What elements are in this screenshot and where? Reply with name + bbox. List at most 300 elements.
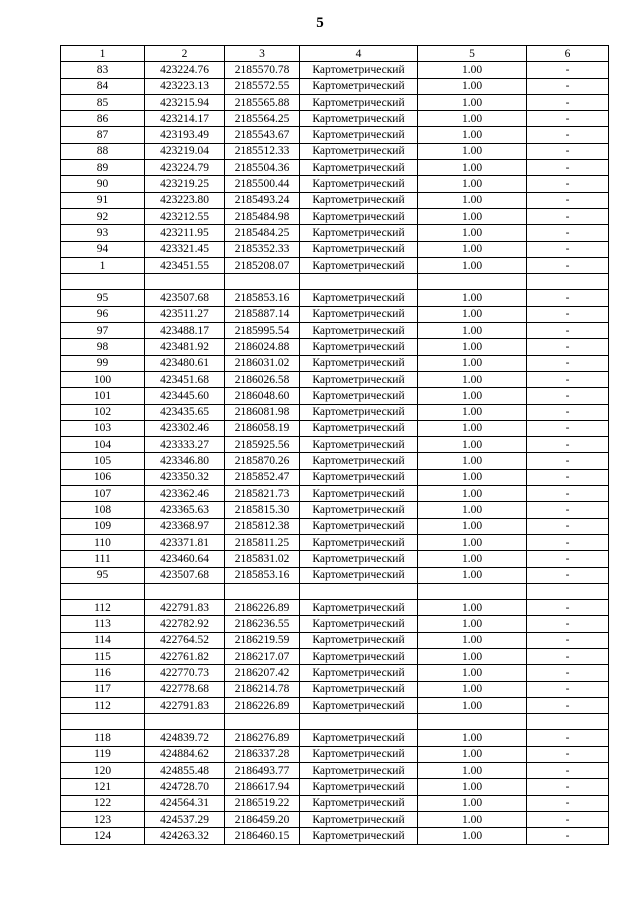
table-cell: Картометрический [300, 502, 418, 518]
table-cell: - [527, 811, 609, 827]
table-cell: 2185493.24 [225, 192, 300, 208]
table-cell: Картометрический [300, 208, 418, 224]
table-cell: Картометрический [300, 681, 418, 697]
table-cell: 117 [61, 681, 145, 697]
table-cell: Картометрический [300, 225, 418, 241]
table-cell: Картометрический [300, 453, 418, 469]
table-cell: 1.00 [418, 143, 527, 159]
table-cell: - [527, 779, 609, 795]
table-row [61, 632, 609, 648]
table-cell: Картометрический [300, 632, 418, 648]
table-cell: 1.00 [418, 225, 527, 241]
table-row [61, 78, 609, 94]
table-cell: Картометрический [300, 241, 418, 257]
table-cell: 1.00 [418, 763, 527, 779]
table-cell: 2186236.55 [225, 616, 300, 632]
table-cell: 423215.94 [145, 94, 225, 110]
table-row [61, 143, 609, 159]
table-cell: 423333.27 [145, 437, 225, 453]
table-row [61, 339, 609, 355]
table-cell: Картометрический [300, 306, 418, 322]
table-cell: 422761.82 [145, 648, 225, 664]
table-row [61, 567, 609, 583]
table-cell: Картометрический [300, 355, 418, 371]
table-cell: Картометрический [300, 339, 418, 355]
table-cell: - [527, 730, 609, 746]
table-cell: - [527, 176, 609, 192]
table-cell: 2186519.22 [225, 795, 300, 811]
table-cell: 1.00 [418, 828, 527, 844]
table-cell: Картометрический [300, 534, 418, 550]
table-cell: 423365.63 [145, 502, 225, 518]
table-cell: Картометрический [300, 518, 418, 534]
table-cell: 423507.68 [145, 290, 225, 306]
table-cell: 2186276.89 [225, 730, 300, 746]
column-header: 2 [145, 46, 225, 62]
table-cell: 2186217.07 [225, 648, 300, 664]
table-cell: Картометрический [300, 697, 418, 713]
table-cell: 1.00 [418, 437, 527, 453]
column-header: 6 [527, 46, 609, 62]
table-cell: - [527, 257, 609, 273]
table-cell: 422782.92 [145, 616, 225, 632]
table-cell: 1.00 [418, 371, 527, 387]
table-row [61, 746, 609, 762]
table-cell: Картометрический [300, 176, 418, 192]
table-row [61, 811, 609, 827]
table-cell: Картометрический [300, 404, 418, 420]
table-cell: 423362.46 [145, 486, 225, 502]
table-cell: - [527, 339, 609, 355]
table-cell: 2185815.30 [225, 502, 300, 518]
table-cell: 423224.76 [145, 62, 225, 78]
table-cell: 422791.83 [145, 600, 225, 616]
table-cell: - [527, 323, 609, 339]
table-cell: Картометрический [300, 616, 418, 632]
table-cell: 116 [61, 665, 145, 681]
table-cell: 1.00 [418, 290, 527, 306]
table-cell: - [527, 551, 609, 567]
table-cell: - [527, 632, 609, 648]
table-row [61, 453, 609, 469]
table-cell: 1.00 [418, 127, 527, 143]
table-cell: 86 [61, 111, 145, 127]
table-cell: Картометрический [300, 143, 418, 159]
column-header: 3 [225, 46, 300, 62]
table-cell: 121 [61, 779, 145, 795]
empty-cell [527, 714, 609, 730]
table-cell: - [527, 486, 609, 502]
table-row [61, 404, 609, 420]
table-cell: 423211.95 [145, 225, 225, 241]
table-row [61, 551, 609, 567]
table-cell: - [527, 388, 609, 404]
table-cell: 110 [61, 534, 145, 550]
table-cell: 2185208.07 [225, 257, 300, 273]
table-cell: 1.00 [418, 681, 527, 697]
table-cell: 112 [61, 600, 145, 616]
table-cell: 99 [61, 355, 145, 371]
table-cell: 1.00 [418, 388, 527, 404]
table-cell: 2185504.36 [225, 160, 300, 176]
table-cell: 2186214.78 [225, 681, 300, 697]
table-cell: - [527, 567, 609, 583]
table-cell: - [527, 143, 609, 159]
table-row [61, 355, 609, 371]
table-cell: - [527, 111, 609, 127]
table-cell: 118 [61, 730, 145, 746]
table-cell: 1.00 [418, 355, 527, 371]
table-row [61, 665, 609, 681]
table-cell: 1.00 [418, 78, 527, 94]
table-cell: 1.00 [418, 486, 527, 502]
table-cell: 2185853.16 [225, 567, 300, 583]
separator-row [61, 583, 609, 599]
table-cell: 1.00 [418, 111, 527, 127]
table-cell: 2185852.47 [225, 469, 300, 485]
table-cell: - [527, 600, 609, 616]
table-cell: 1.00 [418, 600, 527, 616]
table-cell: 1.00 [418, 632, 527, 648]
table-cell: - [527, 616, 609, 632]
table-cell: 2186337.28 [225, 746, 300, 762]
table-cell: Картометрический [300, 828, 418, 844]
table-cell: 423451.55 [145, 257, 225, 273]
table-cell: 112 [61, 697, 145, 713]
table-cell: 423346.80 [145, 453, 225, 469]
table-cell: 1.00 [418, 306, 527, 322]
table-cell: Картометрический [300, 371, 418, 387]
table-cell: 93 [61, 225, 145, 241]
table-cell: 1.00 [418, 160, 527, 176]
table-row [61, 225, 609, 241]
table-cell: - [527, 241, 609, 257]
table-row [61, 469, 609, 485]
table-cell: Картометрический [300, 192, 418, 208]
table-cell: - [527, 469, 609, 485]
table-cell: 423371.81 [145, 534, 225, 550]
table-cell: 96 [61, 306, 145, 322]
table-cell: 119 [61, 746, 145, 762]
table-cell: Картометрический [300, 388, 418, 404]
table-row [61, 795, 609, 811]
empty-cell [61, 583, 145, 599]
empty-cell [225, 714, 300, 730]
table-cell: 1.00 [418, 94, 527, 110]
table-row [61, 437, 609, 453]
table-cell: 1.00 [418, 648, 527, 664]
table-cell: 123 [61, 811, 145, 827]
empty-cell [300, 583, 418, 599]
table-cell: 107 [61, 486, 145, 502]
table-cell: 111 [61, 551, 145, 567]
table-body [61, 62, 609, 844]
table-row [61, 779, 609, 795]
table-cell: 2185811.25 [225, 534, 300, 550]
table-cell: 87 [61, 127, 145, 143]
table-cell: - [527, 795, 609, 811]
table-cell: Картометрический [300, 811, 418, 827]
table-cell: 95 [61, 567, 145, 583]
column-header: 5 [418, 46, 527, 62]
table-row [61, 290, 609, 306]
column-header: 4 [300, 46, 418, 62]
table-cell: 424884.62 [145, 746, 225, 762]
table-cell: 1.00 [418, 192, 527, 208]
table-cell: - [527, 225, 609, 241]
table-cell: 1.00 [418, 62, 527, 78]
table-cell: Картометрический [300, 111, 418, 127]
table-cell: - [527, 534, 609, 550]
table-cell: 113 [61, 616, 145, 632]
table-cell: 2186226.89 [225, 600, 300, 616]
table-cell: 1.00 [418, 208, 527, 224]
table-cell: 84 [61, 78, 145, 94]
table-cell: Картометрический [300, 486, 418, 502]
table-cell: Картометрический [300, 323, 418, 339]
table-cell: 2186031.02 [225, 355, 300, 371]
table-row [61, 600, 609, 616]
table-cell: 423488.17 [145, 323, 225, 339]
table-row [61, 518, 609, 534]
table-cell: 423480.61 [145, 355, 225, 371]
table-cell: 423223.80 [145, 192, 225, 208]
table-cell: 95 [61, 290, 145, 306]
table-cell: 100 [61, 371, 145, 387]
table-cell: 1.00 [418, 534, 527, 550]
table-cell: 424728.70 [145, 779, 225, 795]
table-cell: 2186048.60 [225, 388, 300, 404]
table-cell: 104 [61, 437, 145, 453]
table-cell: 423481.92 [145, 339, 225, 355]
table-cell: 120 [61, 763, 145, 779]
table-cell: 2186493.77 [225, 763, 300, 779]
table-row [61, 306, 609, 322]
table-cell: 423368.97 [145, 518, 225, 534]
table-row [61, 502, 609, 518]
table-cell: - [527, 746, 609, 762]
table-cell: Картометрический [300, 94, 418, 110]
table-cell: - [527, 518, 609, 534]
table-cell: - [527, 94, 609, 110]
table-cell: 424564.31 [145, 795, 225, 811]
table-cell: 1.00 [418, 176, 527, 192]
table-row [61, 697, 609, 713]
table-cell: Картометрический [300, 78, 418, 94]
table-cell: 423224.79 [145, 160, 225, 176]
table-cell: 1.00 [418, 339, 527, 355]
table-row [61, 648, 609, 664]
page-number: 5 [316, 15, 324, 31]
empty-cell [61, 714, 145, 730]
separator-row [61, 274, 609, 290]
table-cell: 106 [61, 469, 145, 485]
table-cell: Картометрический [300, 779, 418, 795]
table-cell: - [527, 420, 609, 436]
table-cell: Картометрический [300, 160, 418, 176]
table-cell: 423223.13 [145, 78, 225, 94]
table-cell: 424537.29 [145, 811, 225, 827]
table-cell: 2185484.25 [225, 225, 300, 241]
table-row [61, 94, 609, 110]
table-cell: - [527, 290, 609, 306]
table-cell: - [527, 828, 609, 844]
table-row [61, 111, 609, 127]
table-cell: 1.00 [418, 697, 527, 713]
table-cell: - [527, 371, 609, 387]
table-cell: 1.00 [418, 616, 527, 632]
table-cell: - [527, 502, 609, 518]
table-cell: 101 [61, 388, 145, 404]
table-cell: 97 [61, 323, 145, 339]
table-cell: 2186219.59 [225, 632, 300, 648]
coordinates-table [60, 45, 609, 845]
table-cell: Картометрический [300, 648, 418, 664]
table-cell: 1.00 [418, 551, 527, 567]
table-cell: - [527, 127, 609, 143]
table-row [61, 730, 609, 746]
empty-cell [225, 274, 300, 290]
table-cell: 424263.32 [145, 828, 225, 844]
empty-cell [145, 714, 225, 730]
table-cell: 1.00 [418, 323, 527, 339]
table-row [61, 486, 609, 502]
table-cell: 2186460.15 [225, 828, 300, 844]
table-cell: 422778.68 [145, 681, 225, 697]
table-cell: 1.00 [418, 567, 527, 583]
table-cell: 2185995.54 [225, 323, 300, 339]
table-cell: 2185821.73 [225, 486, 300, 502]
table-row [61, 763, 609, 779]
table-cell: 1 [61, 257, 145, 273]
table-cell: 88 [61, 143, 145, 159]
table-row [61, 388, 609, 404]
table-cell: 109 [61, 518, 145, 534]
table-cell: 1.00 [418, 257, 527, 273]
table-cell: 91 [61, 192, 145, 208]
table-cell: 1.00 [418, 453, 527, 469]
table-cell: 1.00 [418, 469, 527, 485]
table-cell: Картометрический [300, 127, 418, 143]
table-cell: - [527, 453, 609, 469]
table-cell: 85 [61, 94, 145, 110]
table-cell: 1.00 [418, 746, 527, 762]
table-cell: 423507.68 [145, 567, 225, 583]
table-cell: 1.00 [418, 518, 527, 534]
table-cell: Картометрический [300, 257, 418, 273]
table-row [61, 192, 609, 208]
table-cell: Картометрический [300, 420, 418, 436]
table-cell: 105 [61, 453, 145, 469]
table-row [61, 371, 609, 387]
table-cell: 89 [61, 160, 145, 176]
table-cell: 2186024.88 [225, 339, 300, 355]
table-cell: 98 [61, 339, 145, 355]
empty-cell [300, 274, 418, 290]
table-cell: 103 [61, 420, 145, 436]
table-row [61, 257, 609, 273]
empty-cell [225, 583, 300, 599]
table-cell: - [527, 355, 609, 371]
table-row [61, 616, 609, 632]
table-cell: 2185831.02 [225, 551, 300, 567]
table-cell: 2185484.98 [225, 208, 300, 224]
table-cell: 2185887.14 [225, 306, 300, 322]
table-cell: Картометрический [300, 795, 418, 811]
table-cell: 2186026.58 [225, 371, 300, 387]
table-cell: 2185853.16 [225, 290, 300, 306]
table-cell: - [527, 62, 609, 78]
table-cell: 423445.60 [145, 388, 225, 404]
table-cell: 423451.68 [145, 371, 225, 387]
table-cell: - [527, 681, 609, 697]
table-cell: Картометрический [300, 600, 418, 616]
table-row [61, 127, 609, 143]
table-cell: 2186058.19 [225, 420, 300, 436]
table-row [61, 241, 609, 257]
table-cell: 2185565.88 [225, 94, 300, 110]
table-cell: 2185352.33 [225, 241, 300, 257]
table-cell: Картометрический [300, 763, 418, 779]
table-cell: 422791.83 [145, 697, 225, 713]
table-cell: - [527, 208, 609, 224]
table-cell: 2185500.44 [225, 176, 300, 192]
table-cell: 83 [61, 62, 145, 78]
table-cell: 102 [61, 404, 145, 420]
table-cell: 2186459.20 [225, 811, 300, 827]
empty-cell [527, 274, 609, 290]
table-cell: - [527, 192, 609, 208]
table-cell: 115 [61, 648, 145, 664]
empty-cell [61, 274, 145, 290]
table-row [61, 681, 609, 697]
table-row [61, 420, 609, 436]
table-cell: 2185870.26 [225, 453, 300, 469]
table-cell: 1.00 [418, 811, 527, 827]
table-cell: - [527, 437, 609, 453]
table-cell: 124 [61, 828, 145, 844]
empty-cell [300, 714, 418, 730]
table-cell: - [527, 306, 609, 322]
table-cell: 424855.48 [145, 763, 225, 779]
empty-cell [418, 583, 527, 599]
table-cell: Картометрический [300, 437, 418, 453]
table-cell: 1.00 [418, 665, 527, 681]
table-row [61, 323, 609, 339]
table-cell: 423321.45 [145, 241, 225, 257]
table-cell: Картометрический [300, 567, 418, 583]
table-cell: 422770.73 [145, 665, 225, 681]
table-cell: 423511.27 [145, 306, 225, 322]
table-cell: 1.00 [418, 404, 527, 420]
table-cell: 422764.52 [145, 632, 225, 648]
table-cell: - [527, 160, 609, 176]
table-row [61, 160, 609, 176]
table-cell: 423219.25 [145, 176, 225, 192]
table-cell: 423219.04 [145, 143, 225, 159]
table-cell: 1.00 [418, 795, 527, 811]
table-cell: Картометрический [300, 62, 418, 78]
table-cell: 1.00 [418, 779, 527, 795]
table-cell: 92 [61, 208, 145, 224]
table-cell: Картометрический [300, 551, 418, 567]
table-cell: 423350.32 [145, 469, 225, 485]
table-cell: 424839.72 [145, 730, 225, 746]
table-row [61, 828, 609, 844]
table-cell: 2185512.33 [225, 143, 300, 159]
table-row [61, 208, 609, 224]
table-row [61, 534, 609, 550]
